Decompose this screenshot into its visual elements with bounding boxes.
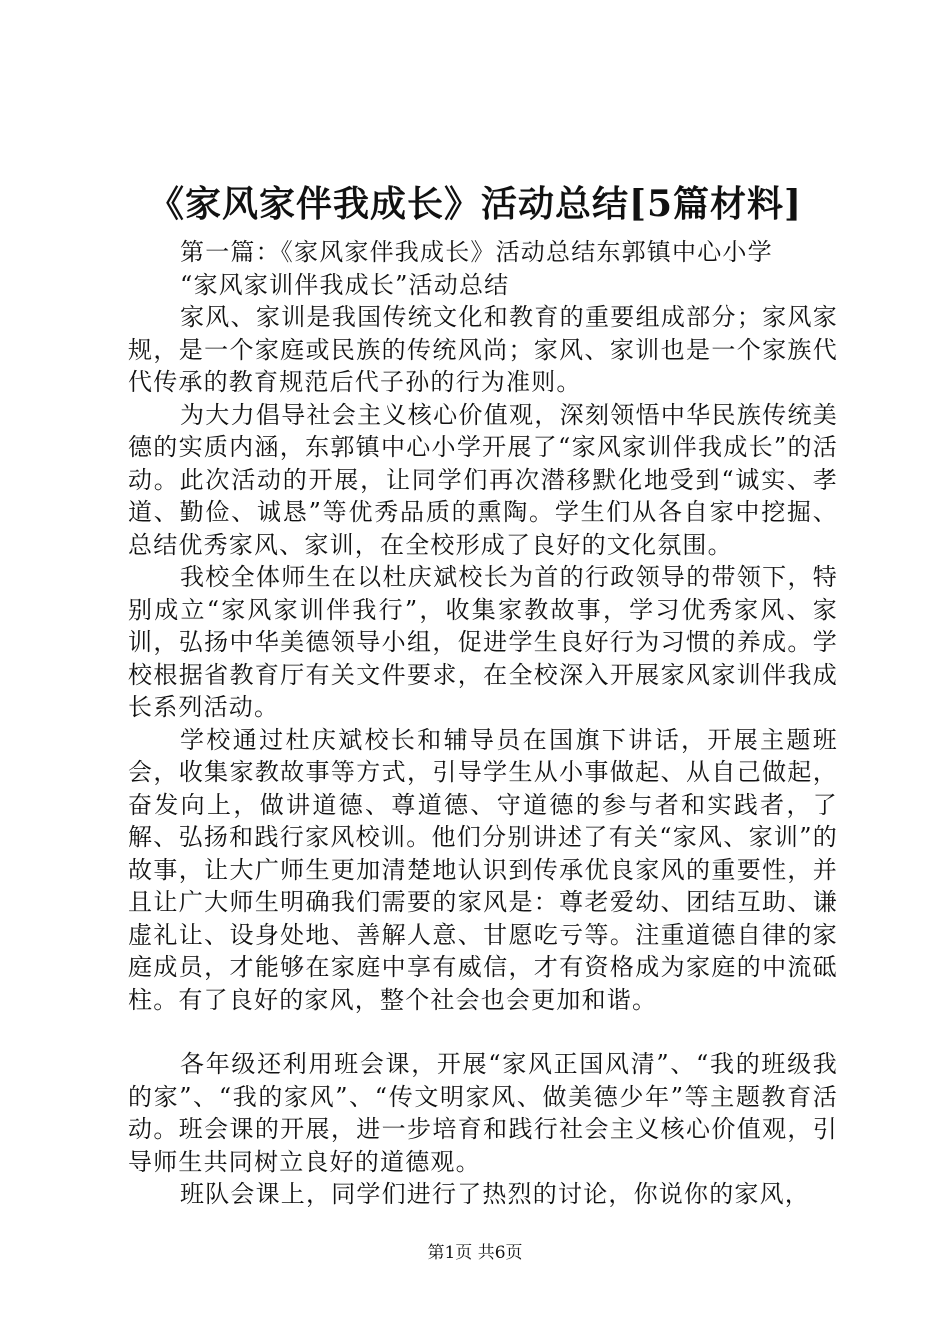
document-body xyxy=(128,236,838,1211)
paragraph: 班队会课上，同学们进行了热烈的讨论，你说你的家风， xyxy=(180,1180,810,1208)
paragraph: 学校通过杜庆斌校长和辅导员在国旗下讲话，开展主题班会，收集家教故事等方式，引导学生从小事做起、从自己做起，奋发向上，做讲道德、尊道德、守道德的参与者和实践者，了解、弘扬和践行家风校训。他们分别讲述了有关“家风、家训”的故事，让大广师生更加清楚地认识到传承优良家风的重要性，并且让广大师生明确我们需要的家风是：尊老爱幼、团结互助、谦虚礼让、设身处地、善解人意、甘愿吃亏等。注重道德自律的家庭成员，才能够在家庭中享有威信，才有资格成为家庭的中流砥柱。有了良好的家风，整个社会也会更加和谐。 xyxy=(128,725,838,1014)
paragraph: 家风、家训是我国传统文化和教育的重要组成部分；家风家规，是一个家庭或民族的传统风尚；家风、家训也是一个家族代代传承的教育规范后代子孙的行为准则。 xyxy=(128,303,838,396)
document-title: 《家风家伴我成长》活动总结[5篇材料] xyxy=(147,183,803,225)
paragraph: 各年级还利用班会课，开展“家风正国风清”、“我的班级我的家”、“我的家风”、“传文明家风、做美德少年”等主题教育活动。班会课的开展，进一步培育和践行社会主义核心价值观，引导师生共同树立良好的道德观。 xyxy=(128,1050,838,1176)
section-heading: 第一篇：《家风家伴我成长》活动总结东郭镇中心小学 xyxy=(180,238,773,266)
paragraph: 我校全体师生在以杜庆斌校长为首的行政领导的带领下，特别成立“家风家训伴我行”，收集家教故事，学习优秀家风、家训，弘扬中华美德领导小组，促进学生良好行为习惯的养成。学校根据省教育厅有关文件要求，在全校深入开展家风家训伴我成长系列活动。 xyxy=(128,563,838,721)
section-subheading: “家风家训伴我成长”活动总结 xyxy=(180,270,510,299)
page-footer: 第1页 共6页 xyxy=(427,1243,523,1263)
paragraph: 为大力倡导社会主义核心价值观，深刻领悟中华民族传统美德的实质内涵，东郭镇中心小学开展了“家风家训伴我成长”的活动。此次活动的开展，让同学们再次潜移默化地受到“诚实、孝道、勤俭、诚恳”等优秀品质的熏陶。学生们从各自家中挖掘、总结优秀家风、家训，在全校形成了良好的文化氛围。 xyxy=(128,400,838,559)
